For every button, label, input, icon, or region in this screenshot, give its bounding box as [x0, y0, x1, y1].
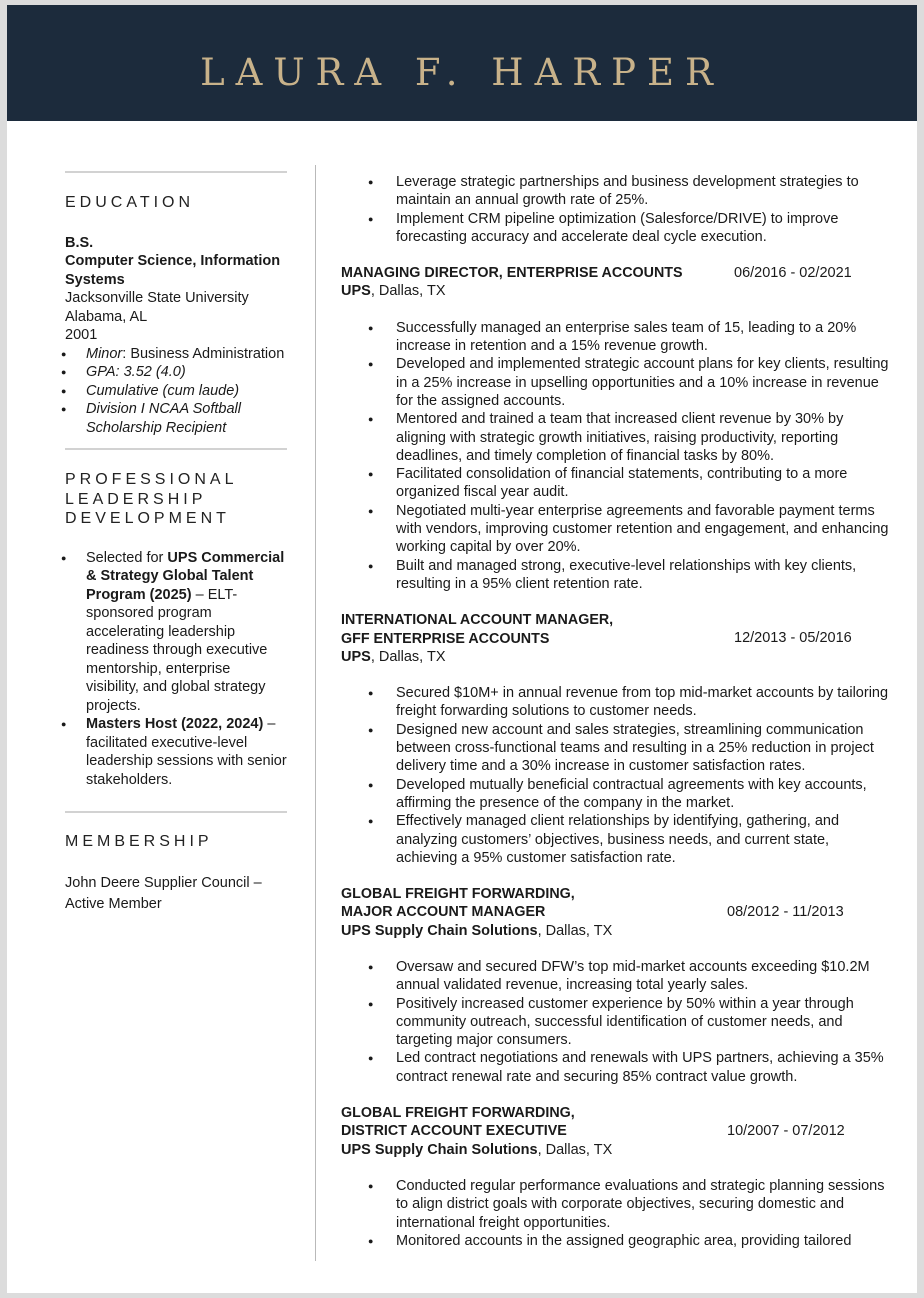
list-item: ● Facilitated consolidation of financial statements, contributing to a more organized fiscal year audit.	[341, 465, 891, 502]
list-item: ● Leverage strategic partnerships and business development strategies to maintain an annual growth rate of 25%.	[341, 173, 891, 210]
list-item: ● Oversaw and secured DFW’s top mid-market accounts exceeding $10.2M annual validated revenue, increasing total yearly sales.	[341, 958, 891, 995]
job-company: UPS Supply Chain Solutions, Dallas, TX	[341, 922, 613, 939]
job-company: UPS, Dallas, TX	[341, 648, 446, 665]
school-location: Alabama, AL	[65, 308, 148, 325]
job-title-line2: DISTRICT ACCOUNT EXECUTIVE	[341, 1123, 567, 1140]
job-entry	[341, 264, 891, 301]
list-item: ● Negotiated multi-year enterprise agreements and favorable payment terms with vendors, improving customer retention and engagement, and enhancing working capital by over 20%.	[341, 502, 891, 557]
resume-page	[7, 5, 917, 1293]
list-item: ● Implement CRM pipeline optimization (Salesforce/DRIVE) to improve forecasting accuracy and accelerate deal cycle execution.	[341, 210, 891, 247]
job-entry	[341, 1104, 891, 1159]
list-item: ● Successfully managed an enterprise sales team of 15, leading to a 20% increase in retention and a 15% revenue growth.	[341, 319, 891, 356]
job-bullets	[341, 1177, 891, 1250]
job-entry	[341, 611, 891, 666]
membership-title: MEMBERSHIP	[65, 833, 213, 850]
job-title: INTERNATIONAL ACCOUNT MANAGER,	[341, 612, 614, 629]
job-dates: 06/2016 - 02/2021	[734, 265, 852, 282]
leadership-list	[65, 549, 287, 790]
job-dates: 12/2013 - 05/2016	[734, 630, 852, 647]
list-item: ● Conducted regular performance evaluations and strategic planning sessions to align district goals with corporate objectives, securing domestic and international freight opportunities.	[341, 1177, 891, 1232]
list-item: ● Designed new account and sales strategies, streamlining communication between cross-functional teams and resulting in a 25% reduction in project delivery time and a 30% increase in customer satisfaction rates.	[341, 721, 891, 776]
list-item: ● Selected for UPS Commercial & Strategy Global Talent Program (2025) – ELT-sponsored program accelerating leadership readiness through executive mentorship, enterprise visibility, and global strategy projects.	[65, 549, 287, 716]
list-item: ● Positively increased customer experience by 50% within a year through community outreach, successful identification of customer needs, and targeting major consumers.	[341, 995, 891, 1050]
education-title: EDUCATION	[65, 194, 195, 211]
degree-field: Computer Science, Information Systems	[65, 253, 281, 288]
column-divider	[315, 165, 316, 1261]
list-item: ● Effectively managed client relationships by identifying, gathering, and analyzing customers’ objectives, business needs, and current state, achieving a 95% customer satisfaction rate.	[341, 812, 891, 867]
list-item: ● Mentored and trained a team that increased client revenue by 30% by aligning with strategic growth initiatives, raising productivity, reporting deadlines, and timely completion of financial tasks by 80%.	[341, 410, 891, 465]
job-title-line2: MAJOR ACCOUNT MANAGER	[341, 904, 546, 921]
job-bullets	[341, 958, 891, 1086]
left-column	[65, 171, 287, 915]
job-company: UPS, Dallas, TX	[341, 283, 446, 300]
job-bullets	[341, 684, 891, 867]
education-details	[65, 345, 287, 438]
school-name: Jacksonville State University	[65, 290, 249, 306]
job-title: GLOBAL FREIGHT FORWARDING,	[341, 886, 575, 903]
list-item: ● Division I NCAA Softball Scholarship Recipient	[65, 400, 287, 437]
job-title: MANAGING DIRECTOR, ENTERPRISE ACCOUNTS	[341, 265, 683, 282]
list-item: ● Developed mutually beneficial contractual agreements with key accounts, affirming the presence of the company in the market.	[341, 776, 891, 813]
leadership-title: PROFESSIONAL LEADERSHIP DEVELOPMENT	[65, 471, 238, 527]
job-dates: 08/2012 - 11/2013	[727, 904, 844, 921]
job-title: GLOBAL FREIGHT FORWARDING,	[341, 1105, 575, 1122]
job-bullets	[341, 319, 891, 593]
degree: B.S.	[65, 234, 94, 251]
job-entry	[341, 885, 891, 940]
list-item: ● Led contract negotiations and renewals with UPS partners, achieving a 35% contract renewal rate and securing 85% contract value growth.	[341, 1049, 891, 1086]
job-company: UPS Supply Chain Solutions, Dallas, TX	[341, 1141, 613, 1158]
job-title-line2: GFF ENTERPRISE ACCOUNTS	[341, 630, 550, 647]
right-column	[341, 173, 891, 1250]
list-item: ● GPA: 3.52 (4.0)	[65, 363, 287, 382]
list-item: ● Cumulative (cum laude)	[65, 382, 287, 401]
graduation-year: 2001	[65, 327, 98, 343]
header-banner	[7, 5, 917, 121]
list-item: ● Built and managed strong, executive-level relationships with key clients, resulting in a 95% client retention rate.	[341, 557, 891, 594]
list-item: ● Monitored accounts in the assigned geographic area, providing tailored	[341, 1232, 891, 1250]
candidate-name: LAURA F. HARPER	[200, 51, 724, 94]
membership-text: John Deere Supplier Council – Active Member	[65, 874, 262, 912]
list-item: ● Secured $10M+ in annual revenue from top mid-market accounts by tailoring freight forwarding solutions to customer needs.	[341, 684, 891, 721]
list-item: ● Developed and implemented strategic account plans for key clients, resulting in a 25% increase in upselling opportunities and a 10% increase in revenue for the assigned accounts.	[341, 355, 891, 410]
list-item: ● Minor: Business Administration	[65, 345, 287, 364]
top-bullets	[341, 173, 891, 246]
list-item: ● Masters Host (2022, 2024) – facilitated executive-level leadership sessions with senior stakeholders.	[65, 715, 287, 789]
job-dates: 10/2007 - 07/2012	[727, 1123, 845, 1140]
